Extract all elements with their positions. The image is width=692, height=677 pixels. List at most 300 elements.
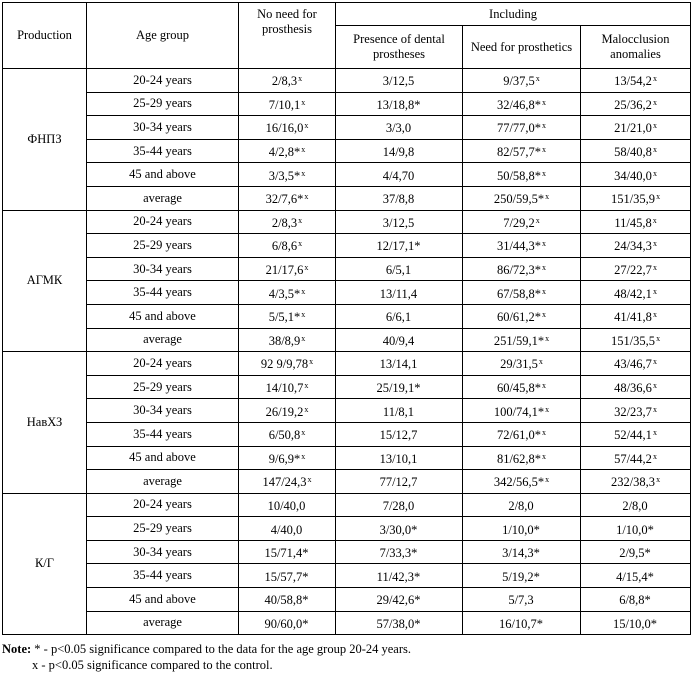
cell-value: 7/29,2 — [503, 215, 535, 230]
cell-value: 58/40,8 — [614, 145, 652, 160]
need-cell — [463, 69, 581, 93]
malocclusion-cell — [581, 540, 691, 564]
presence-cell — [336, 517, 463, 541]
significance-marker: x — [542, 239, 547, 249]
need-cell — [463, 186, 581, 210]
cell-value: 11/8,1 — [382, 404, 415, 419]
cell-value: 15/12,7 — [379, 428, 418, 443]
presence-cell — [336, 399, 463, 423]
presence-cell — [336, 281, 463, 305]
no-need-cell — [239, 210, 336, 234]
presence-cell — [336, 375, 463, 399]
table-note — [2, 641, 411, 673]
significance-marker: x — [652, 381, 657, 391]
cell-value: 92 9/9,78 — [260, 357, 309, 372]
need-cell — [463, 281, 581, 305]
malocclusion-cell — [581, 69, 691, 93]
no-need-cell — [239, 116, 336, 140]
no-need-cell — [239, 399, 336, 423]
cell-value: 52/44,1 — [614, 428, 652, 443]
age-group-cell: average — [87, 186, 239, 210]
need-cell — [463, 446, 581, 470]
significance-marker: x — [301, 451, 306, 461]
header-need: Need for prosthetics — [463, 26, 581, 69]
need-cell — [463, 399, 581, 423]
cell-value: 3/30,0* — [379, 522, 418, 537]
need-cell — [463, 304, 581, 328]
presence-cell — [336, 234, 463, 258]
cell-value: 4/15,4* — [616, 569, 654, 584]
cell-value: 6/50,8 — [268, 428, 301, 443]
presence-cell — [336, 210, 463, 234]
production-group-cell: НавХЗ — [3, 352, 87, 494]
presence-cell — [336, 186, 463, 210]
header-age-group: Age group — [87, 3, 239, 69]
presence-cell — [336, 304, 463, 328]
significance-marker: x — [301, 333, 306, 343]
cell-value: 9/37,5 — [503, 74, 535, 89]
cell-value: 6/8,6 — [271, 239, 298, 254]
significance-marker: x — [542, 286, 547, 296]
table-row — [3, 588, 691, 612]
malocclusion-cell — [581, 588, 691, 612]
cell-value: 13/54,2 — [614, 74, 652, 89]
no-need-cell — [239, 163, 336, 187]
significance-marker: x — [301, 286, 306, 296]
need-cell — [463, 352, 581, 376]
significance-marker: x — [542, 428, 547, 438]
cell-value: 57/38,0* — [376, 616, 421, 631]
cell-value: 13/10,1 — [379, 451, 418, 466]
table-row — [3, 69, 691, 93]
cell-value: 4/3,5* — [268, 286, 301, 301]
header-presence: Presence of dental prostheses — [336, 26, 463, 69]
no-need-cell — [239, 328, 336, 352]
malocclusion-cell — [581, 399, 691, 423]
table-row — [3, 304, 691, 328]
cell-value: 34/40,0 — [614, 168, 652, 183]
malocclusion-cell — [581, 328, 691, 352]
cell-value: 1/10,0* — [616, 522, 654, 537]
cell-value: 2/8,0 — [622, 498, 648, 513]
need-cell — [463, 328, 581, 352]
cell-value: 2/8,3 — [271, 215, 298, 230]
cell-value: 2/8,3 — [271, 74, 298, 89]
cell-value: 13/11,4 — [379, 286, 418, 301]
cell-value: 13/14,1 — [379, 357, 418, 372]
cell-value: 151/35,9 — [610, 192, 656, 207]
significance-marker: x — [535, 74, 540, 84]
cell-value: 4/4,70 — [382, 168, 415, 183]
presence-cell — [336, 493, 463, 517]
table-row — [3, 564, 691, 588]
production-group-cell: ФНПЗ — [3, 69, 87, 211]
malocclusion-cell — [581, 564, 691, 588]
cell-value: 6/5,1 — [385, 263, 412, 278]
no-need-cell — [239, 611, 336, 635]
cell-value: 251/59,1* — [493, 333, 545, 348]
cell-value: 147/24,3 — [262, 475, 307, 490]
malocclusion-cell — [581, 352, 691, 376]
no-need-cell — [239, 493, 336, 517]
significance-marker: x — [309, 357, 314, 367]
significance-marker: x — [652, 215, 657, 225]
cell-value: 81/62,8* — [496, 451, 542, 466]
significance-marker: x — [538, 357, 543, 367]
significance-marker: x — [298, 74, 303, 84]
statistics-table — [2, 2, 691, 635]
cell-value: 16/16,0 — [265, 121, 304, 136]
significance-marker: x — [652, 357, 657, 367]
significance-marker: x — [301, 168, 306, 178]
cell-value: 14/9,8 — [382, 145, 415, 160]
cell-value: 40/58,8* — [264, 593, 309, 608]
cell-value: 21/21,0 — [614, 121, 652, 136]
malocclusion-cell — [581, 493, 691, 517]
table-row — [3, 422, 691, 446]
presence-cell — [336, 470, 463, 494]
cell-value: 50/58,8* — [496, 168, 542, 183]
age-group-cell: 35-44 years — [87, 564, 239, 588]
age-group-cell: 20-24 years — [87, 69, 239, 93]
significance-marker: x — [542, 263, 547, 273]
cell-value: 15/10,0* — [612, 616, 658, 631]
presence-cell — [336, 588, 463, 612]
need-cell — [463, 163, 581, 187]
malocclusion-cell — [581, 186, 691, 210]
cell-value: 9/6,9* — [268, 451, 301, 466]
significance-marker: x — [304, 381, 309, 391]
cell-value: 15/71,4* — [264, 546, 309, 561]
no-need-cell — [239, 139, 336, 163]
no-need-cell — [239, 304, 336, 328]
presence-cell — [336, 540, 463, 564]
cell-value: 72/61,0* — [496, 428, 542, 443]
cell-value: 14/10,7 — [265, 381, 304, 396]
cell-value: 2/9,5* — [619, 546, 651, 561]
table-row — [3, 352, 691, 376]
significance-marker: x — [301, 97, 306, 107]
significance-marker: x — [652, 286, 657, 296]
significance-marker: x — [304, 121, 309, 131]
age-group-cell: 30-34 years — [87, 257, 239, 281]
age-group-cell: 30-34 years — [87, 399, 239, 423]
cell-value: 3/3,0 — [385, 121, 412, 136]
significance-marker: x — [652, 168, 657, 178]
malocclusion-cell — [581, 470, 691, 494]
significance-marker: x — [542, 451, 547, 461]
cell-value: 77/12,7 — [379, 475, 418, 490]
age-group-cell: 20-24 years — [87, 352, 239, 376]
cell-value: 60/61,2* — [496, 310, 542, 325]
cell-value: 3/14,3* — [502, 546, 540, 561]
cell-value: 3/12,5 — [382, 215, 415, 230]
no-need-cell — [239, 92, 336, 116]
table-row — [3, 328, 691, 352]
age-group-cell: 30-34 years — [87, 540, 239, 564]
age-group-cell: average — [87, 611, 239, 635]
no-need-cell — [239, 257, 336, 281]
table-row — [3, 540, 691, 564]
table-row — [3, 234, 691, 258]
significance-marker: x — [542, 168, 547, 178]
table-body — [3, 69, 691, 635]
cell-value: 29/31,5 — [500, 357, 538, 372]
need-cell — [463, 139, 581, 163]
need-cell — [463, 116, 581, 140]
table-row — [3, 517, 691, 541]
presence-cell — [336, 116, 463, 140]
significance-marker: x — [301, 145, 306, 155]
table-row — [3, 446, 691, 470]
age-group-cell: 45 and above — [87, 304, 239, 328]
cell-value: 16/10,7* — [498, 616, 544, 631]
no-need-cell — [239, 540, 336, 564]
no-need-cell — [239, 352, 336, 376]
presence-cell — [336, 611, 463, 635]
production-group-cell: К/Г — [3, 493, 87, 635]
significance-marker: x — [301, 428, 306, 438]
cell-value: 2/8,0 — [508, 498, 534, 513]
need-cell — [463, 422, 581, 446]
cell-value: 24/34,3 — [614, 239, 652, 254]
age-group-cell: 35-44 years — [87, 139, 239, 163]
presence-cell — [336, 69, 463, 93]
significance-marker: x — [545, 475, 550, 485]
presence-cell — [336, 163, 463, 187]
cell-value: 27/22,7 — [614, 263, 652, 278]
no-need-cell — [239, 422, 336, 446]
production-group-cell: АГМК — [3, 210, 87, 352]
significance-marker: x — [652, 451, 657, 461]
malocclusion-cell — [581, 257, 691, 281]
age-group-cell: 45 and above — [87, 588, 239, 612]
cell-value: 40/9,4 — [382, 333, 415, 348]
header-malocclusion: Malocclusion anomalies — [581, 26, 691, 69]
cell-value: 151/35,5 — [610, 333, 656, 348]
need-cell — [463, 493, 581, 517]
significance-marker: x — [304, 404, 309, 414]
presence-cell — [336, 257, 463, 281]
significance-marker: x — [545, 192, 550, 202]
cell-value: 31/44,3* — [496, 239, 542, 254]
cell-value: 90/60,0* — [264, 616, 309, 631]
cell-value: 250/59,5* — [493, 192, 545, 207]
significance-marker: x — [535, 215, 540, 225]
cell-value: 3/12,5 — [382, 74, 415, 89]
malocclusion-cell — [581, 375, 691, 399]
cell-value: 6/6,1 — [385, 310, 412, 325]
no-need-cell — [239, 470, 336, 494]
cell-value: 342/56,5* — [493, 475, 545, 490]
header-no-need: No need for prosthesis — [239, 3, 336, 69]
table-row — [3, 163, 691, 187]
no-need-cell — [239, 517, 336, 541]
header-row-top — [3, 3, 691, 26]
presence-cell — [336, 422, 463, 446]
age-group-cell: 35-44 years — [87, 281, 239, 305]
cell-value: 48/36,6 — [614, 381, 652, 396]
significance-marker: x — [545, 333, 550, 343]
cell-value: 38/8,9 — [268, 333, 301, 348]
note-line-2: x - p<0.05 significance compared to the control. — [32, 658, 273, 672]
significance-marker: x — [652, 145, 657, 155]
age-group-cell: 20-24 years — [87, 210, 239, 234]
cell-value: 77/77,0* — [496, 121, 542, 136]
need-cell — [463, 470, 581, 494]
presence-cell — [336, 564, 463, 588]
cell-value: 25/36,2 — [614, 97, 652, 112]
malocclusion-cell — [581, 139, 691, 163]
table-row — [3, 257, 691, 281]
no-need-cell — [239, 69, 336, 93]
cell-value: 10/40,0 — [267, 498, 306, 513]
no-need-cell — [239, 375, 336, 399]
significance-marker: x — [656, 475, 661, 485]
need-cell — [463, 564, 581, 588]
malocclusion-cell — [581, 210, 691, 234]
table-row — [3, 186, 691, 210]
malocclusion-cell — [581, 517, 691, 541]
cell-value: 43/46,7 — [614, 357, 652, 372]
table-row — [3, 210, 691, 234]
significance-marker: x — [304, 192, 309, 202]
cell-value: 12/17,1* — [376, 239, 421, 254]
table-row — [3, 611, 691, 635]
table-row — [3, 493, 691, 517]
significance-marker: x — [542, 97, 547, 107]
cell-value: 4/40,0 — [270, 522, 303, 537]
need-cell — [463, 375, 581, 399]
malocclusion-cell — [581, 234, 691, 258]
cell-value: 3/3,5* — [268, 168, 301, 183]
significance-marker: x — [652, 97, 657, 107]
need-cell — [463, 234, 581, 258]
age-group-cell: 35-44 years — [87, 422, 239, 446]
header-production: Production — [3, 3, 87, 69]
presence-cell — [336, 139, 463, 163]
significance-marker: x — [542, 121, 547, 131]
note-line-1: * - p<0.05 significance compared to the data for the age group 20-24 years. — [34, 642, 411, 656]
age-group-cell: 45 and above — [87, 163, 239, 187]
significance-marker: x — [652, 310, 657, 320]
need-cell — [463, 92, 581, 116]
cell-value: 5/7,3 — [508, 593, 534, 608]
significance-marker: x — [652, 404, 657, 414]
age-group-cell: 20-24 years — [87, 493, 239, 517]
significance-marker: x — [542, 310, 547, 320]
cell-value: 25/19,1* — [376, 381, 421, 396]
table-row — [3, 281, 691, 305]
age-group-cell: 30-34 years — [87, 116, 239, 140]
cell-value: 32/7,6* — [265, 192, 304, 207]
age-group-cell: 25-29 years — [87, 375, 239, 399]
malocclusion-cell — [581, 116, 691, 140]
table-row — [3, 375, 691, 399]
malocclusion-cell — [581, 422, 691, 446]
age-group-cell: 25-29 years — [87, 92, 239, 116]
need-cell — [463, 517, 581, 541]
cell-value: 13/18,8* — [376, 97, 421, 112]
presence-cell — [336, 352, 463, 376]
significance-marker: x — [301, 310, 306, 320]
need-cell — [463, 611, 581, 635]
cell-value: 15/57,7* — [264, 569, 309, 584]
need-cell — [463, 257, 581, 281]
need-cell — [463, 210, 581, 234]
cell-value: 57/44,2 — [614, 451, 652, 466]
cell-value: 5/19,2* — [502, 569, 540, 584]
cell-value: 7/33,3* — [379, 546, 418, 561]
table-row — [3, 399, 691, 423]
cell-value: 37/8,8 — [382, 192, 415, 207]
header-including: Including — [336, 3, 691, 26]
significance-marker: x — [307, 475, 312, 485]
cell-value: 4/2,8* — [268, 145, 301, 160]
cell-value: 7/10,1 — [268, 97, 301, 112]
age-group-cell: average — [87, 328, 239, 352]
significance-marker: x — [298, 239, 303, 249]
table-row — [3, 139, 691, 163]
cell-value: 29/42,6* — [376, 593, 421, 608]
age-group-cell: 25-29 years — [87, 234, 239, 258]
cell-value: 32/46,8* — [496, 97, 542, 112]
age-group-cell: average — [87, 470, 239, 494]
malocclusion-cell — [581, 281, 691, 305]
table-row — [3, 470, 691, 494]
need-cell — [463, 588, 581, 612]
cell-value: 26/19,2 — [265, 404, 304, 419]
significance-marker: x — [652, 121, 657, 131]
age-group-cell: 45 and above — [87, 446, 239, 470]
malocclusion-cell — [581, 446, 691, 470]
cell-value: 60/45,8* — [496, 381, 542, 396]
significance-marker: x — [545, 404, 550, 414]
significance-marker: x — [656, 333, 661, 343]
significance-marker: x — [656, 192, 661, 202]
significance-marker: x — [542, 381, 547, 391]
cell-value: 86/72,3* — [496, 263, 542, 278]
presence-cell — [336, 446, 463, 470]
significance-marker: x — [304, 263, 309, 273]
significance-marker: x — [542, 145, 547, 155]
no-need-cell — [239, 446, 336, 470]
no-need-cell — [239, 564, 336, 588]
cell-value: 32/23,7 — [614, 404, 652, 419]
age-group-cell: 25-29 years — [87, 517, 239, 541]
no-need-cell — [239, 281, 336, 305]
significance-marker: x — [298, 215, 303, 225]
cell-value: 41/41,8 — [614, 310, 652, 325]
malocclusion-cell — [581, 611, 691, 635]
no-need-cell — [239, 186, 336, 210]
presence-cell — [336, 328, 463, 352]
significance-marker: x — [652, 74, 657, 84]
table-row — [3, 92, 691, 116]
cell-value: 100/74,1* — [493, 404, 545, 419]
cell-value: 7/28,0 — [382, 498, 415, 513]
malocclusion-cell — [581, 92, 691, 116]
need-cell — [463, 540, 581, 564]
malocclusion-cell — [581, 304, 691, 328]
cell-value: 5/5,1* — [268, 310, 301, 325]
no-need-cell — [239, 588, 336, 612]
cell-value: 1/10,0* — [502, 522, 540, 537]
no-need-cell — [239, 234, 336, 258]
significance-marker: x — [652, 263, 657, 273]
cell-value: 232/38,3 — [610, 475, 656, 490]
cell-value: 6/8,8* — [619, 593, 651, 608]
